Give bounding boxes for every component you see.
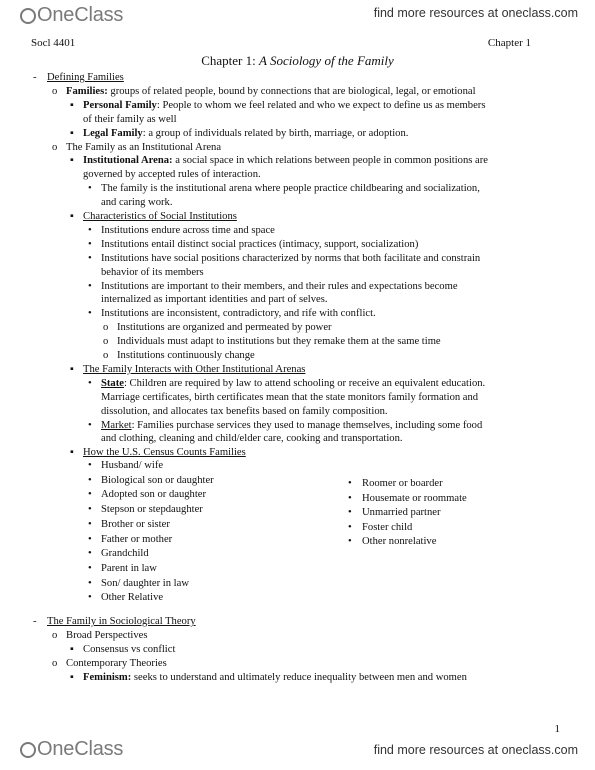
census-bullet: • bbox=[88, 592, 92, 604]
census-item: Brother or sister bbox=[101, 518, 170, 530]
note-text: groups of related people, bound by connections that are biological, legal, or emotional bbox=[107, 85, 476, 97]
note-line bbox=[101, 183, 480, 195]
bullet-marker: • bbox=[88, 419, 92, 431]
note-line bbox=[83, 211, 237, 223]
note-text: Individuals must adapt to institutions but they remake them at the same time bbox=[117, 336, 441, 348]
note-line bbox=[101, 420, 482, 432]
footer-logo-text: OneClass bbox=[37, 738, 124, 760]
bullet-marker: o bbox=[52, 629, 58, 641]
note-text: a social space in which relations between people in common positions are bbox=[172, 155, 488, 167]
note-text: Personal Family bbox=[83, 99, 157, 111]
bullet-marker: • bbox=[88, 377, 92, 389]
census-item: Other nonrelative bbox=[362, 536, 437, 548]
chapter-label: Chapter 1 bbox=[487, 37, 531, 49]
bullet-marker: • bbox=[88, 238, 92, 250]
header-link[interactable]: find more resources at oneclass.com bbox=[373, 6, 578, 20]
note-text: The family is the institutional arena where people practice childbearing and socialization, bbox=[101, 183, 480, 195]
bullet-marker: ▪ bbox=[70, 155, 74, 167]
bullet-marker: • bbox=[88, 280, 92, 292]
note-text: internalized as important identities and part of selves. bbox=[101, 294, 328, 306]
note-line bbox=[66, 86, 476, 98]
course-code: Socl 4401 bbox=[31, 37, 76, 49]
note-line bbox=[101, 378, 485, 390]
census-bullet: • bbox=[348, 521, 352, 533]
note-text: Consensus vs conflict bbox=[83, 643, 176, 655]
note-line bbox=[101, 392, 478, 404]
census-bullet: • bbox=[88, 504, 92, 516]
note-line bbox=[83, 364, 305, 376]
note-text: : Families purchase services they used to manage themselves, including some food bbox=[131, 419, 483, 431]
title-prefix: Chapter 1: bbox=[201, 53, 259, 68]
note-text: Marriage certificates, birth certificates mean that the state monitors family formation and bbox=[101, 391, 479, 403]
census-item: Parent in law bbox=[101, 562, 157, 574]
census-bullet: • bbox=[348, 507, 352, 519]
bullet-marker: o bbox=[103, 336, 109, 348]
note-line bbox=[83, 644, 175, 656]
bullet-marker: - bbox=[33, 616, 37, 627]
note-line bbox=[83, 100, 485, 112]
census-item: Housemate or roommate bbox=[362, 492, 467, 504]
note-text: Defining Families bbox=[47, 72, 124, 83]
note-line bbox=[101, 433, 403, 445]
census-item: Other Relative bbox=[101, 592, 164, 604]
note-line bbox=[117, 336, 441, 348]
note-line bbox=[66, 658, 167, 670]
note-text: The Family in Sociological Theory bbox=[47, 616, 196, 627]
census-item: Father or mother bbox=[101, 533, 173, 545]
bullet-marker: o bbox=[103, 350, 109, 361]
note-line bbox=[101, 294, 328, 306]
note-line bbox=[101, 406, 388, 418]
bullet-marker: • bbox=[88, 183, 92, 195]
note-line bbox=[83, 169, 261, 181]
note-line bbox=[83, 114, 177, 126]
logo-ring-icon bbox=[20, 8, 36, 24]
note-line bbox=[83, 155, 488, 167]
page-number: 1 bbox=[554, 723, 560, 735]
census-item: Son/ daughter in law bbox=[101, 577, 189, 589]
note-text: Characteristics of Social Institutions bbox=[83, 211, 237, 222]
footer-link[interactable]: find more resources at oneclass.com bbox=[373, 743, 578, 757]
census-bullet: • bbox=[88, 460, 92, 471]
census-bullet: • bbox=[348, 492, 352, 504]
bullet-marker: ▪ bbox=[70, 363, 74, 375]
bullet-marker: ▪ bbox=[70, 99, 74, 111]
census-item: Husband/ wife bbox=[101, 460, 164, 471]
note-line bbox=[117, 350, 255, 362]
note-text: governed by accepted rules of interaction. bbox=[83, 169, 261, 181]
note-text: Institutions entail distinct social practices (intimacy, support, socialization) bbox=[101, 238, 419, 250]
note-line bbox=[101, 253, 480, 265]
note-line bbox=[83, 447, 246, 459]
note-text: Broad Perspectives bbox=[66, 629, 148, 641]
note-text: Institutions are inconsistent, contradictory, and rife with conflict. bbox=[101, 308, 376, 320]
bullet-marker: ▪ bbox=[70, 127, 74, 139]
census-item: Roomer or boarder bbox=[362, 478, 443, 489]
note-text: Institutions continuously change bbox=[117, 350, 255, 361]
census-item: Grandchild bbox=[101, 548, 149, 560]
note-text: and clothing, cleaning and child/elder care, cooking and transportation. bbox=[101, 433, 403, 445]
bullet-marker: o bbox=[52, 657, 58, 669]
census-item: Biological son or daughter bbox=[101, 474, 214, 486]
note-line bbox=[66, 630, 148, 642]
bullet-marker: ▪ bbox=[70, 447, 74, 459]
bullet-marker: ▪ bbox=[70, 643, 74, 655]
note-text: How the U.S. Census Counts Families bbox=[83, 447, 246, 459]
census-item: Adopted son or daughter bbox=[101, 489, 207, 501]
note-line bbox=[47, 616, 196, 628]
note-line bbox=[101, 308, 376, 320]
note-text: : a group of individuals related by birth, marriage, or adoption. bbox=[142, 127, 409, 139]
census-item: Stepson or stepdaughter bbox=[101, 504, 203, 516]
census-item: Foster child bbox=[362, 521, 413, 533]
note-text: The Family Interacts with Other Institutional Arenas bbox=[83, 363, 306, 375]
note-line bbox=[66, 142, 221, 154]
note-line bbox=[83, 128, 408, 140]
bullet-marker: o bbox=[52, 85, 58, 97]
note-text: Legal Family bbox=[83, 127, 143, 139]
bullet-marker: ▪ bbox=[70, 671, 74, 683]
note-text: : Children are required by law to attend schooling or receive an equivalent education. bbox=[123, 377, 486, 389]
note-text: Institutions are important to their members, and their rules and expectations become bbox=[101, 280, 458, 292]
bullet-marker: • bbox=[88, 252, 92, 264]
note-line bbox=[101, 267, 204, 279]
census-bullet: • bbox=[88, 562, 92, 574]
bullet-marker: • bbox=[88, 308, 92, 320]
note-line bbox=[83, 672, 467, 684]
note-text: Institutions have social positions characterized by norms that both facilitate and constrain bbox=[101, 252, 481, 264]
note-line bbox=[101, 281, 458, 293]
note-text: Institutional Arena: bbox=[83, 155, 173, 167]
note-text: behavior of its members bbox=[101, 266, 204, 278]
census-bullet: • bbox=[88, 489, 92, 501]
note-text: of their family as well bbox=[83, 113, 177, 125]
note-line bbox=[117, 322, 332, 334]
oneclass-logo bbox=[20, 4, 123, 27]
logo-text: OneClass bbox=[37, 4, 124, 26]
census-bullet: • bbox=[88, 577, 92, 589]
footer-oneclass-logo bbox=[20, 738, 123, 761]
note-text: Feminism: bbox=[83, 671, 132, 683]
census-bullet: • bbox=[88, 548, 92, 560]
bullet-marker: o bbox=[103, 322, 109, 334]
footer-logo-ring-icon bbox=[20, 742, 36, 758]
note-text: Market bbox=[101, 419, 132, 431]
note-line bbox=[101, 197, 172, 209]
census-bullet: • bbox=[348, 536, 352, 548]
census-bullet: • bbox=[88, 518, 92, 530]
note-text: State bbox=[101, 377, 124, 389]
note-text: dissolution, and allocates tax benefits based on family composition. bbox=[101, 405, 388, 417]
note-text: and caring work. bbox=[101, 197, 173, 209]
note-text: : People to whom we feel related and who we expect to define us as members bbox=[156, 99, 486, 111]
note-line bbox=[101, 239, 418, 251]
bullet-marker: ▪ bbox=[70, 211, 74, 222]
note-text: Families: bbox=[66, 85, 108, 97]
page-title bbox=[0, 53, 595, 69]
census-bullet: • bbox=[88, 533, 92, 545]
note-text: The Family as an Institutional Arena bbox=[66, 141, 222, 153]
census-bullet: • bbox=[88, 474, 92, 486]
note-text: Institutions are organized and permeated by power bbox=[117, 322, 332, 334]
bullet-marker: • bbox=[88, 224, 92, 236]
note-text: Contemporary Theories bbox=[66, 657, 167, 669]
note-line bbox=[101, 225, 275, 237]
note-text: Institutions endure across time and space bbox=[101, 224, 275, 236]
note-line bbox=[47, 72, 124, 84]
census-bullet: • bbox=[348, 478, 352, 489]
census-item: Unmarried partner bbox=[362, 507, 441, 519]
title-italic: A Sociology of the Family bbox=[258, 53, 394, 68]
note-text: seeks to understand and ultimately reduce inequality between men and women bbox=[131, 671, 467, 683]
bullet-marker: - bbox=[33, 72, 37, 83]
bullet-marker: o bbox=[52, 141, 58, 153]
